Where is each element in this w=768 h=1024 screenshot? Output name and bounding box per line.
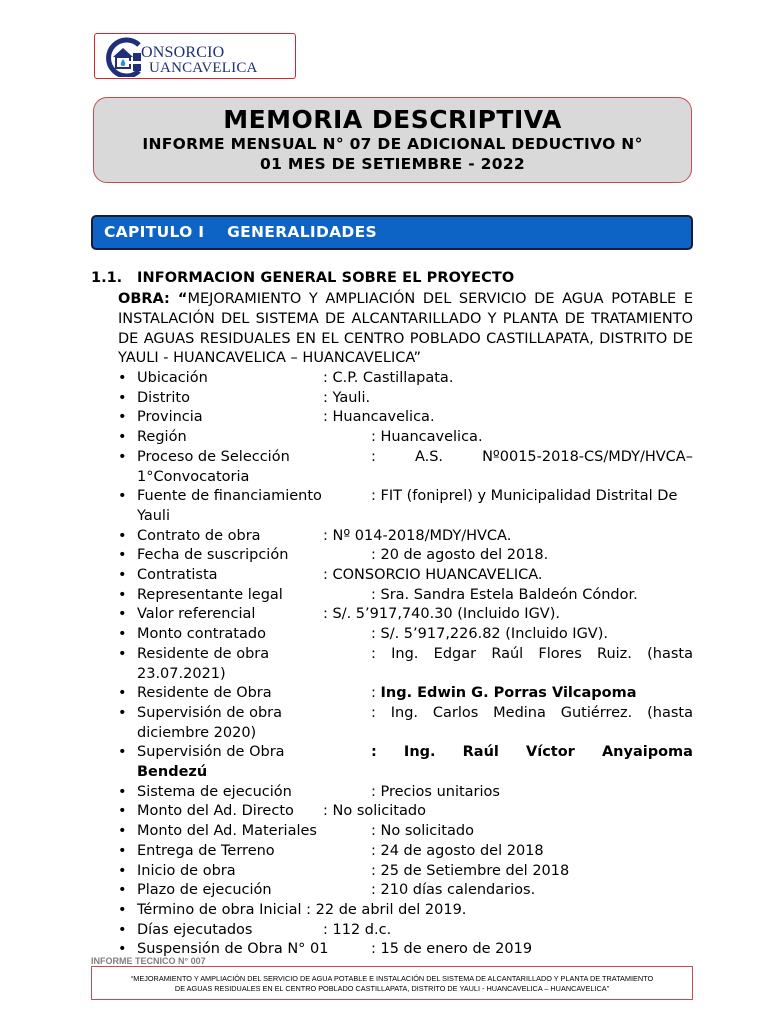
list-item [118, 566, 693, 586]
document-subtitle-line-2: 01 MES DE SETIEMBRE - 2022 [260, 155, 525, 173]
item-label: Residente de obra [137, 645, 270, 662]
list-item [118, 546, 693, 566]
list-item [118, 428, 693, 448]
item-value: Víctor [526, 744, 575, 761]
item-value: : Yauli. [323, 389, 371, 406]
item-label: Plazo de ejecución [137, 882, 272, 899]
item-value: : Huancavelica. [371, 429, 483, 446]
item-continuation: diciembre 2020) [137, 724, 257, 741]
item-colon: : [371, 448, 376, 465]
logo-line-2: UANCAVELICA [149, 60, 258, 76]
bullet-icon: • [118, 645, 127, 662]
bullet-icon: • [118, 547, 127, 564]
bullet-icon: • [118, 704, 127, 721]
section-number: 1.1. [91, 270, 123, 286]
list-item [118, 704, 693, 743]
bullet-icon: • [118, 586, 127, 603]
item-value: : S/. 5’917,226.82 (Incluido IGV). [371, 626, 608, 643]
list-item [118, 408, 693, 428]
item-label: Monto contratado [137, 626, 266, 643]
list-item [118, 881, 693, 901]
document-subtitle-line-1: INFORME MENSUAL N° 07 DE ADICIONAL DEDUCTIVO N° [142, 135, 643, 153]
item-value: : No solicitado [323, 803, 426, 820]
chapter-title: GENERALIDADES [227, 223, 377, 241]
item-label: Término de obra Inicial [137, 901, 302, 918]
bullet-icon: • [118, 685, 127, 702]
item-label: Contratista [137, 567, 218, 584]
item-value: : 15 de enero de 2019 [371, 941, 533, 958]
bullet-icon: • [118, 803, 127, 820]
item-label: Proceso de Selección [137, 448, 290, 465]
item-value: : 20 de agosto del 2018. [371, 547, 549, 564]
item-label: Fecha de suscripción [137, 547, 289, 564]
bullet-icon: • [118, 429, 127, 446]
item-label: Provincia [137, 409, 203, 426]
document-title-box [93, 97, 692, 183]
list-item [118, 842, 693, 862]
bullet-icon: • [118, 370, 127, 386]
item-value: Ing. [403, 744, 436, 761]
item-value: : Nº 014-2018/MDY/HVCA. [323, 527, 512, 544]
list-item [118, 743, 693, 782]
bullet-icon: • [118, 626, 127, 643]
bullet-icon: • [118, 744, 127, 761]
item-label: Supervisión de obra [137, 704, 282, 721]
item-label: Monto del Ad. Directo [137, 803, 294, 820]
item-value: : C.P. Castillapata. [323, 370, 454, 386]
footer-line-1: “MEJORAMIENTO Y AMPLIACIÓN DEL SERVICIO DE AGUA POTABLE E INSTALACIÓN DEL SISTEMA DE ALCANTARILLADO Y PLANTA DE TRATAMIENTO [130, 974, 654, 983]
item-label: Sistema de ejecución [137, 783, 292, 800]
item-label: Contrato de obra [137, 527, 261, 544]
list-item [118, 369, 693, 389]
list-item [118, 389, 693, 409]
item-value: : Huancavelica. [323, 409, 435, 426]
bullet-icon: • [118, 783, 127, 800]
item-value: : Sra. Sandra Estela Baldeón Cóndor. [371, 586, 638, 603]
project-info-list [118, 369, 693, 960]
item-value: : 210 días calendarios. [371, 882, 536, 899]
bullet-icon: • [118, 941, 127, 958]
item-value: : 24 de agosto del 2018 [371, 842, 544, 859]
item-label: Suspensión de Obra N° 01 [137, 941, 329, 958]
section-title: INFORMACION GENERAL SOBRE EL PROYECTO [137, 270, 515, 286]
bullet-icon: • [118, 842, 127, 859]
item-value: : Precios unitarios [371, 783, 500, 800]
list-item [118, 645, 693, 684]
list-item [118, 862, 693, 882]
chapter-heading [91, 215, 693, 250]
item-value: A.S. [414, 448, 444, 465]
footer-project-box [91, 966, 693, 1000]
item-label: Entrega de Terreno [137, 842, 275, 859]
bullet-icon: • [118, 823, 127, 840]
item-value: : 112 d.c. [323, 921, 392, 938]
item-label: Días ejecutados [137, 921, 253, 938]
footer-line-2: DE AGUAS RESIDUALES EN EL CENTRO POBLADO CASTILLAPATA, DISTRITO DE YAULI - HUANCAVELICA – HUANCAVELICA” [174, 984, 610, 993]
list-item [118, 822, 693, 842]
bullet-icon: • [118, 527, 127, 544]
company-logo [94, 33, 296, 79]
item-value: : FIT (foniprel) y Municipalidad Distrital De [371, 488, 678, 505]
item-value: : Ing. Edgar Raúl Flores Ruiz. (hasta [371, 645, 693, 662]
bullet-icon: • [118, 567, 127, 584]
bullet-icon: • [118, 448, 127, 465]
bullet-icon: • [118, 389, 127, 406]
bullet-icon: • [118, 862, 127, 879]
bullet-icon: • [118, 901, 127, 918]
item-value: : 22 de abril del 2019. [306, 901, 467, 918]
item-value: : CONSORCIO HUANCAVELICA. [323, 567, 543, 584]
list-item [118, 586, 693, 606]
item-value: : S/. 5’917,740.30 (Incluido IGV). [323, 606, 560, 623]
item-value: Raúl [462, 744, 499, 761]
document-title: MEMORIA DESCRIPTIVA [223, 105, 562, 134]
item-continuation: Yauli [137, 507, 170, 524]
item-label: Monto del Ad. Materiales [137, 823, 317, 840]
item-label: Residente de Obra [137, 685, 272, 702]
item-value: Anyaipoma [601, 744, 693, 761]
item-value: Ing. Edwin G. Porras Vilcapoma [380, 685, 637, 702]
item-label: Distrito [137, 389, 190, 406]
item-label: Fuente de financiamiento [137, 488, 322, 505]
item-continuation: 1°Convocatoria [137, 468, 250, 485]
bullet-icon: • [118, 488, 127, 505]
list-item [118, 684, 693, 704]
item-label: Representante legal [137, 586, 283, 603]
item-label: Inicio de obra [137, 862, 236, 879]
footer-report-tag: INFORME TECNICO N° 007 [91, 956, 206, 966]
list-item [118, 901, 693, 921]
item-value: : Ing. Carlos Medina Gutiérrez. (hasta [371, 704, 693, 721]
logo-emblem-icon [99, 37, 145, 77]
list-item [118, 448, 693, 487]
logo-line-1: ONSORCIO [141, 44, 225, 61]
item-colon: : [371, 744, 377, 761]
list-item [118, 625, 693, 645]
bullet-icon: • [118, 409, 127, 426]
item-continuation: 23.07.2021) [137, 665, 226, 682]
project-description [118, 290, 693, 369]
item-value: : No solicitado [371, 823, 474, 840]
bullet-icon: • [118, 921, 127, 938]
list-item [118, 802, 693, 822]
list-item [118, 783, 693, 803]
bullet-icon: • [118, 606, 127, 623]
list-item [118, 605, 693, 625]
item-label: Región [137, 429, 187, 446]
chapter-label: CAPITULO I [104, 223, 205, 241]
obra-text: MEJORAMIENTO Y AMPLIACIÓN DEL SERVICIO DE AGUA POTABLE E INSTALACIÓN DEL SISTEMA DE ALCANTARILLADO Y PLANTA DE TRATAMIENTO DE AGUAS RESIDUALES EN EL CENTRO POBLADO CASTILLAPATA, DISTRITO DE YAULI - HUANCAVELICA – HUANCAVELICA” [118, 291, 693, 367]
item-continuation: Bendezú [137, 764, 208, 781]
list-item [118, 527, 693, 547]
item-value: Nº0015-2018-CS/MDY/HVCA– [482, 448, 693, 465]
list-item [118, 921, 693, 941]
bullet-icon: • [118, 882, 127, 899]
item-label: Ubicación [137, 370, 208, 386]
obra-label: OBRA: “ [118, 291, 188, 307]
item-label: Supervisión de Obra [137, 744, 285, 761]
item-label: Valor referencial [137, 606, 256, 623]
item-value: : 25 de Setiembre del 2018 [371, 862, 570, 879]
item-colon: : [371, 685, 381, 702]
list-item [118, 487, 693, 526]
